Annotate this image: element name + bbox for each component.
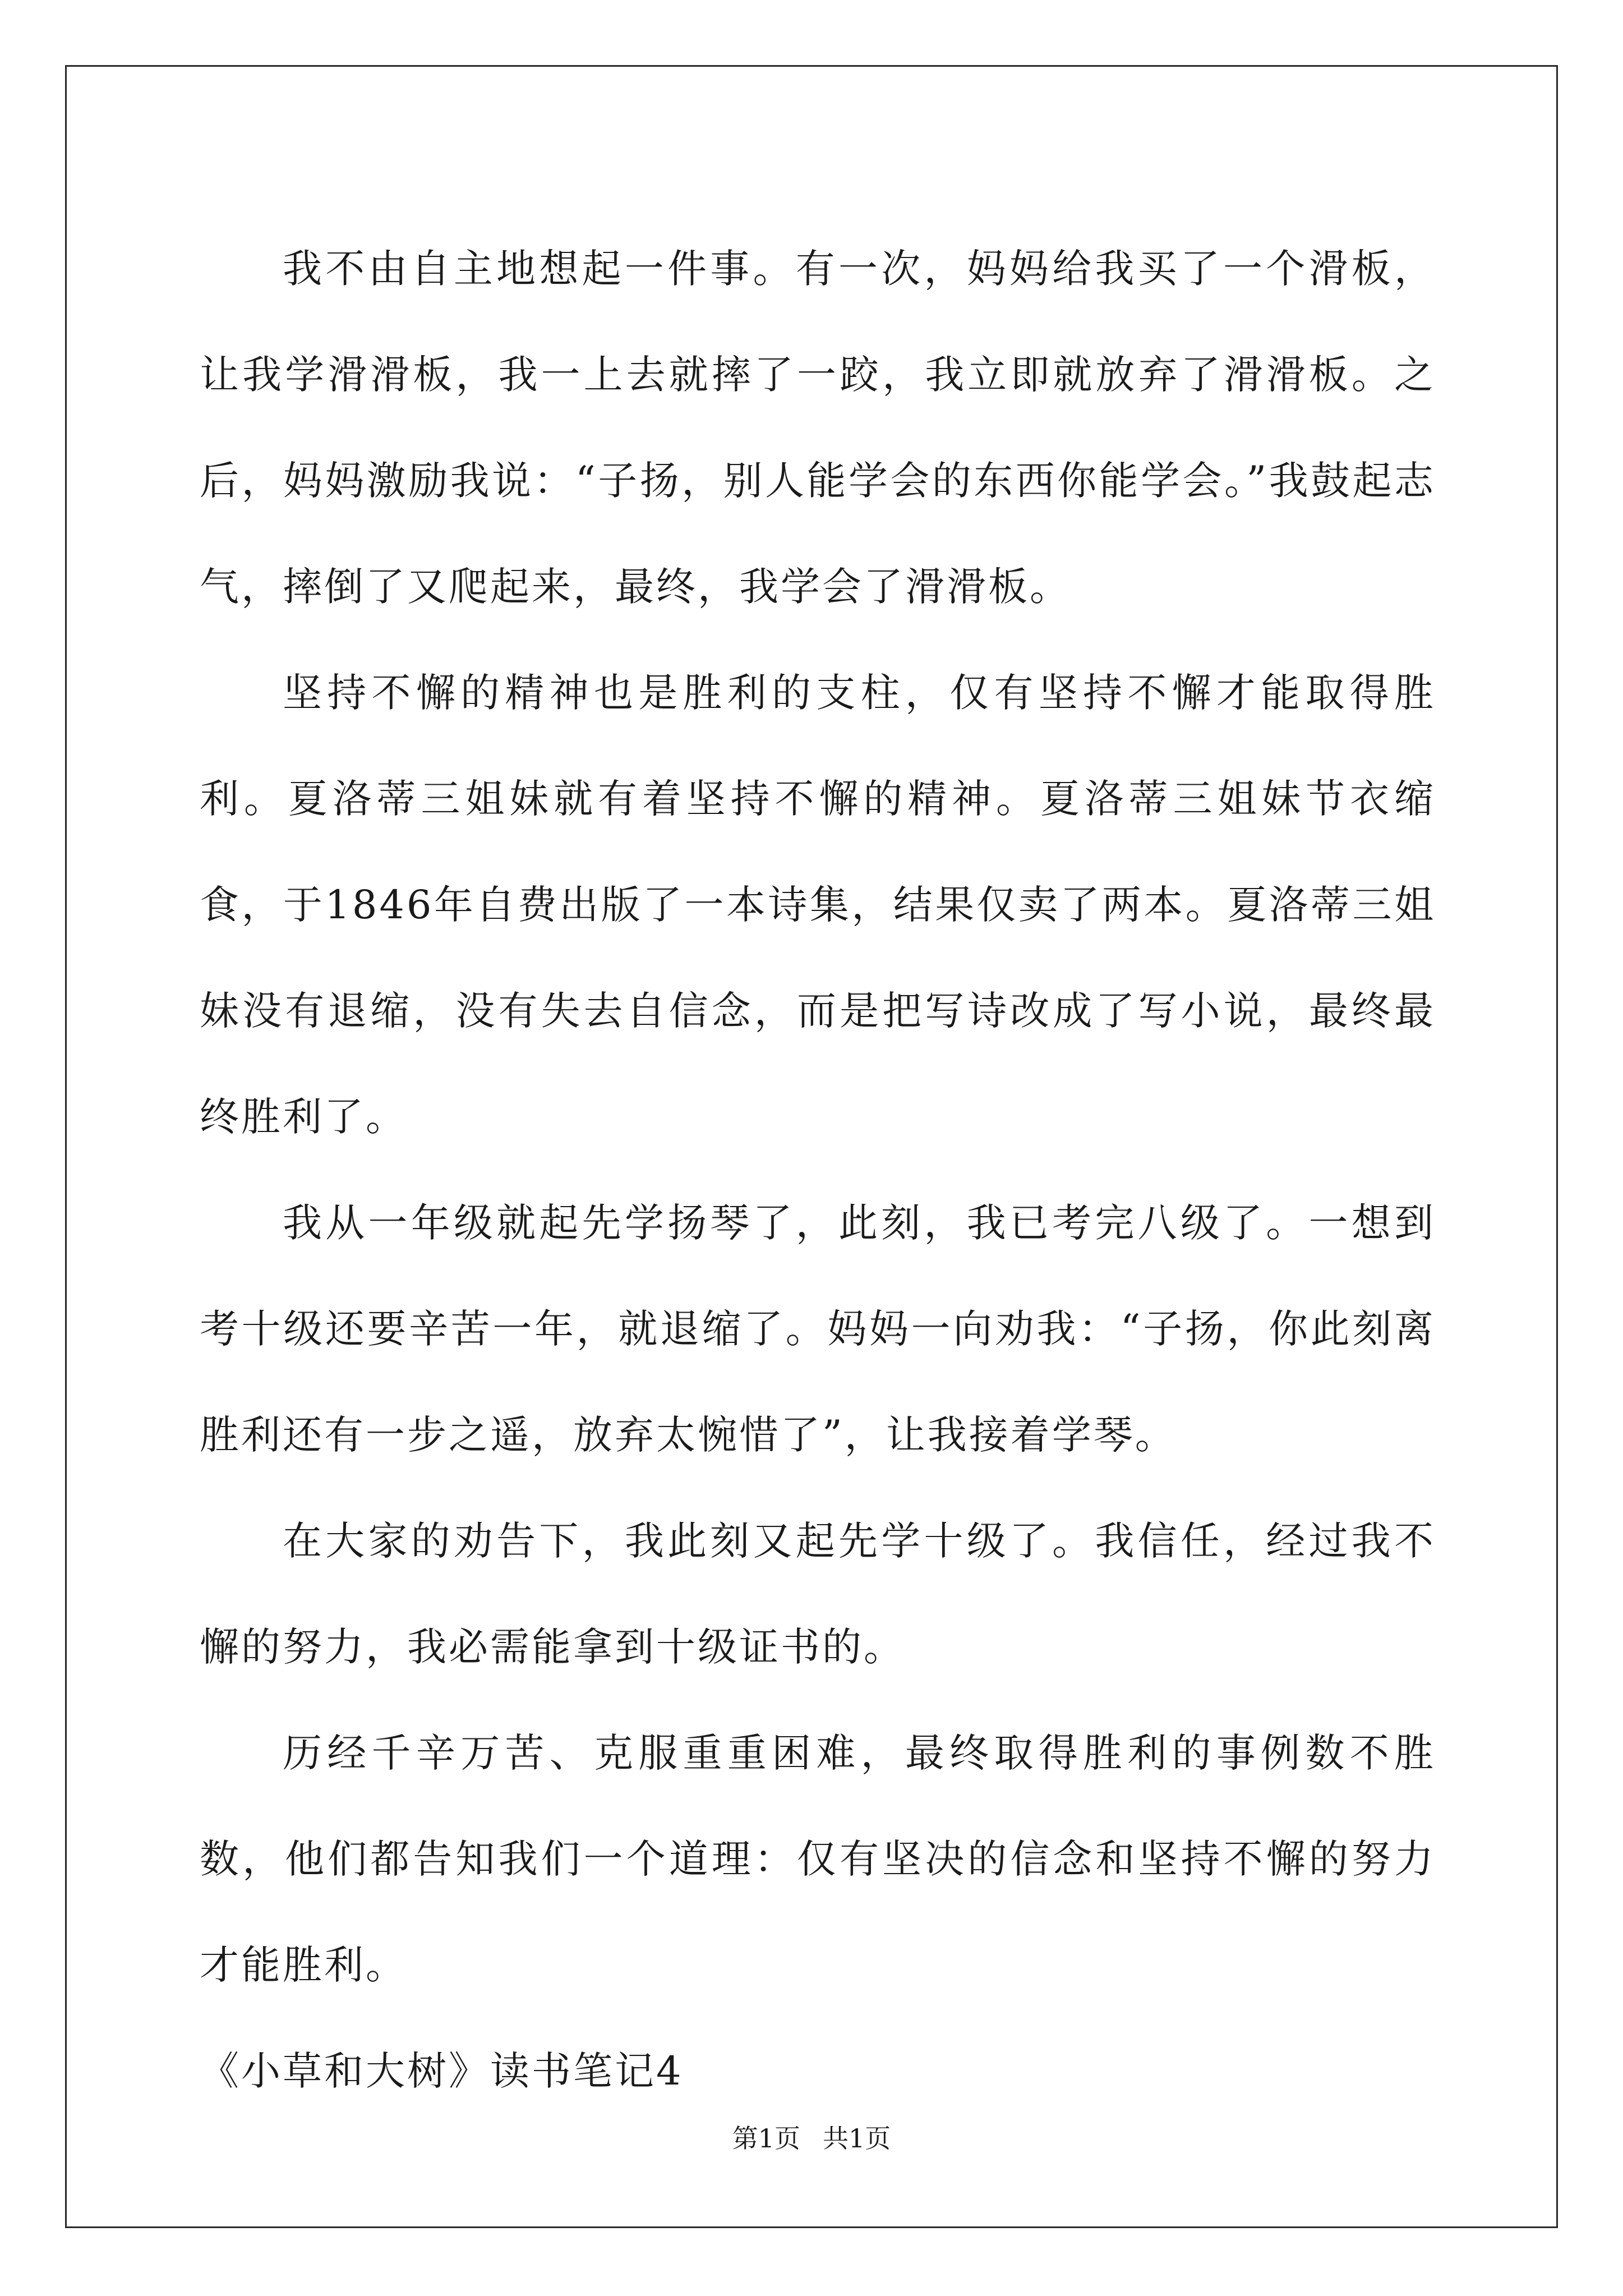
page-number-current: 第1页 xyxy=(732,2123,800,2154)
page-number-total: 共1页 xyxy=(823,2123,891,2154)
page-footer xyxy=(0,2122,1623,2155)
paragraph-2: 坚持不懈的精神也是胜利的支柱，仅有坚持不懈才能取得胜利。夏洛蒂三姐妹就有着坚持不懈的精神。夏洛蒂三姐妹节衣缩食，于1846年自费出版了一本诗集，结果仅卖了两本。夏洛蒂三姐妹没有退缩，没有失去自信念，而是把写诗改成了写小说，最终最终胜利了。 xyxy=(200,670,1436,1140)
paragraph-5: 历经千辛万苦、克服重重困难，最终取得胜利的事例数不胜数，他们都告知我们一个道理：仅有坚决的信念和坚持不懈的努力才能胜利。 xyxy=(200,1730,1436,1988)
paragraph-3: 我从一年级就起先学扬琴了，此刻，我已考完八级了。一想到考十级还要辛苦一年，就退缩了。妈妈一向劝我：“子扬，你此刻离胜利还有一步之遥，放弃太惋惜了”，让我接着学琴。 xyxy=(200,1200,1436,1458)
paragraph-1: 我不由自主地想起一件事。有一次，妈妈给我买了一个滑板，让我学滑滑板，我一上去就摔了一跤，我立即就放弃了滑滑板。之后，妈妈激励我说：“子扬，别人能学会的东西你能学会。”我鼓起志气，摔倒了又爬起来，最终，我学会了滑滑板。 xyxy=(200,246,1436,610)
section-heading: 《小草和大树》读书笔记4 xyxy=(200,2048,684,2094)
paragraph-4: 在大家的劝告下，我此刻又起先学十级了。我信任，经过我不懈的努力，我必需能拿到十级证书的。 xyxy=(200,1518,1436,1670)
document-body xyxy=(200,216,1436,2124)
